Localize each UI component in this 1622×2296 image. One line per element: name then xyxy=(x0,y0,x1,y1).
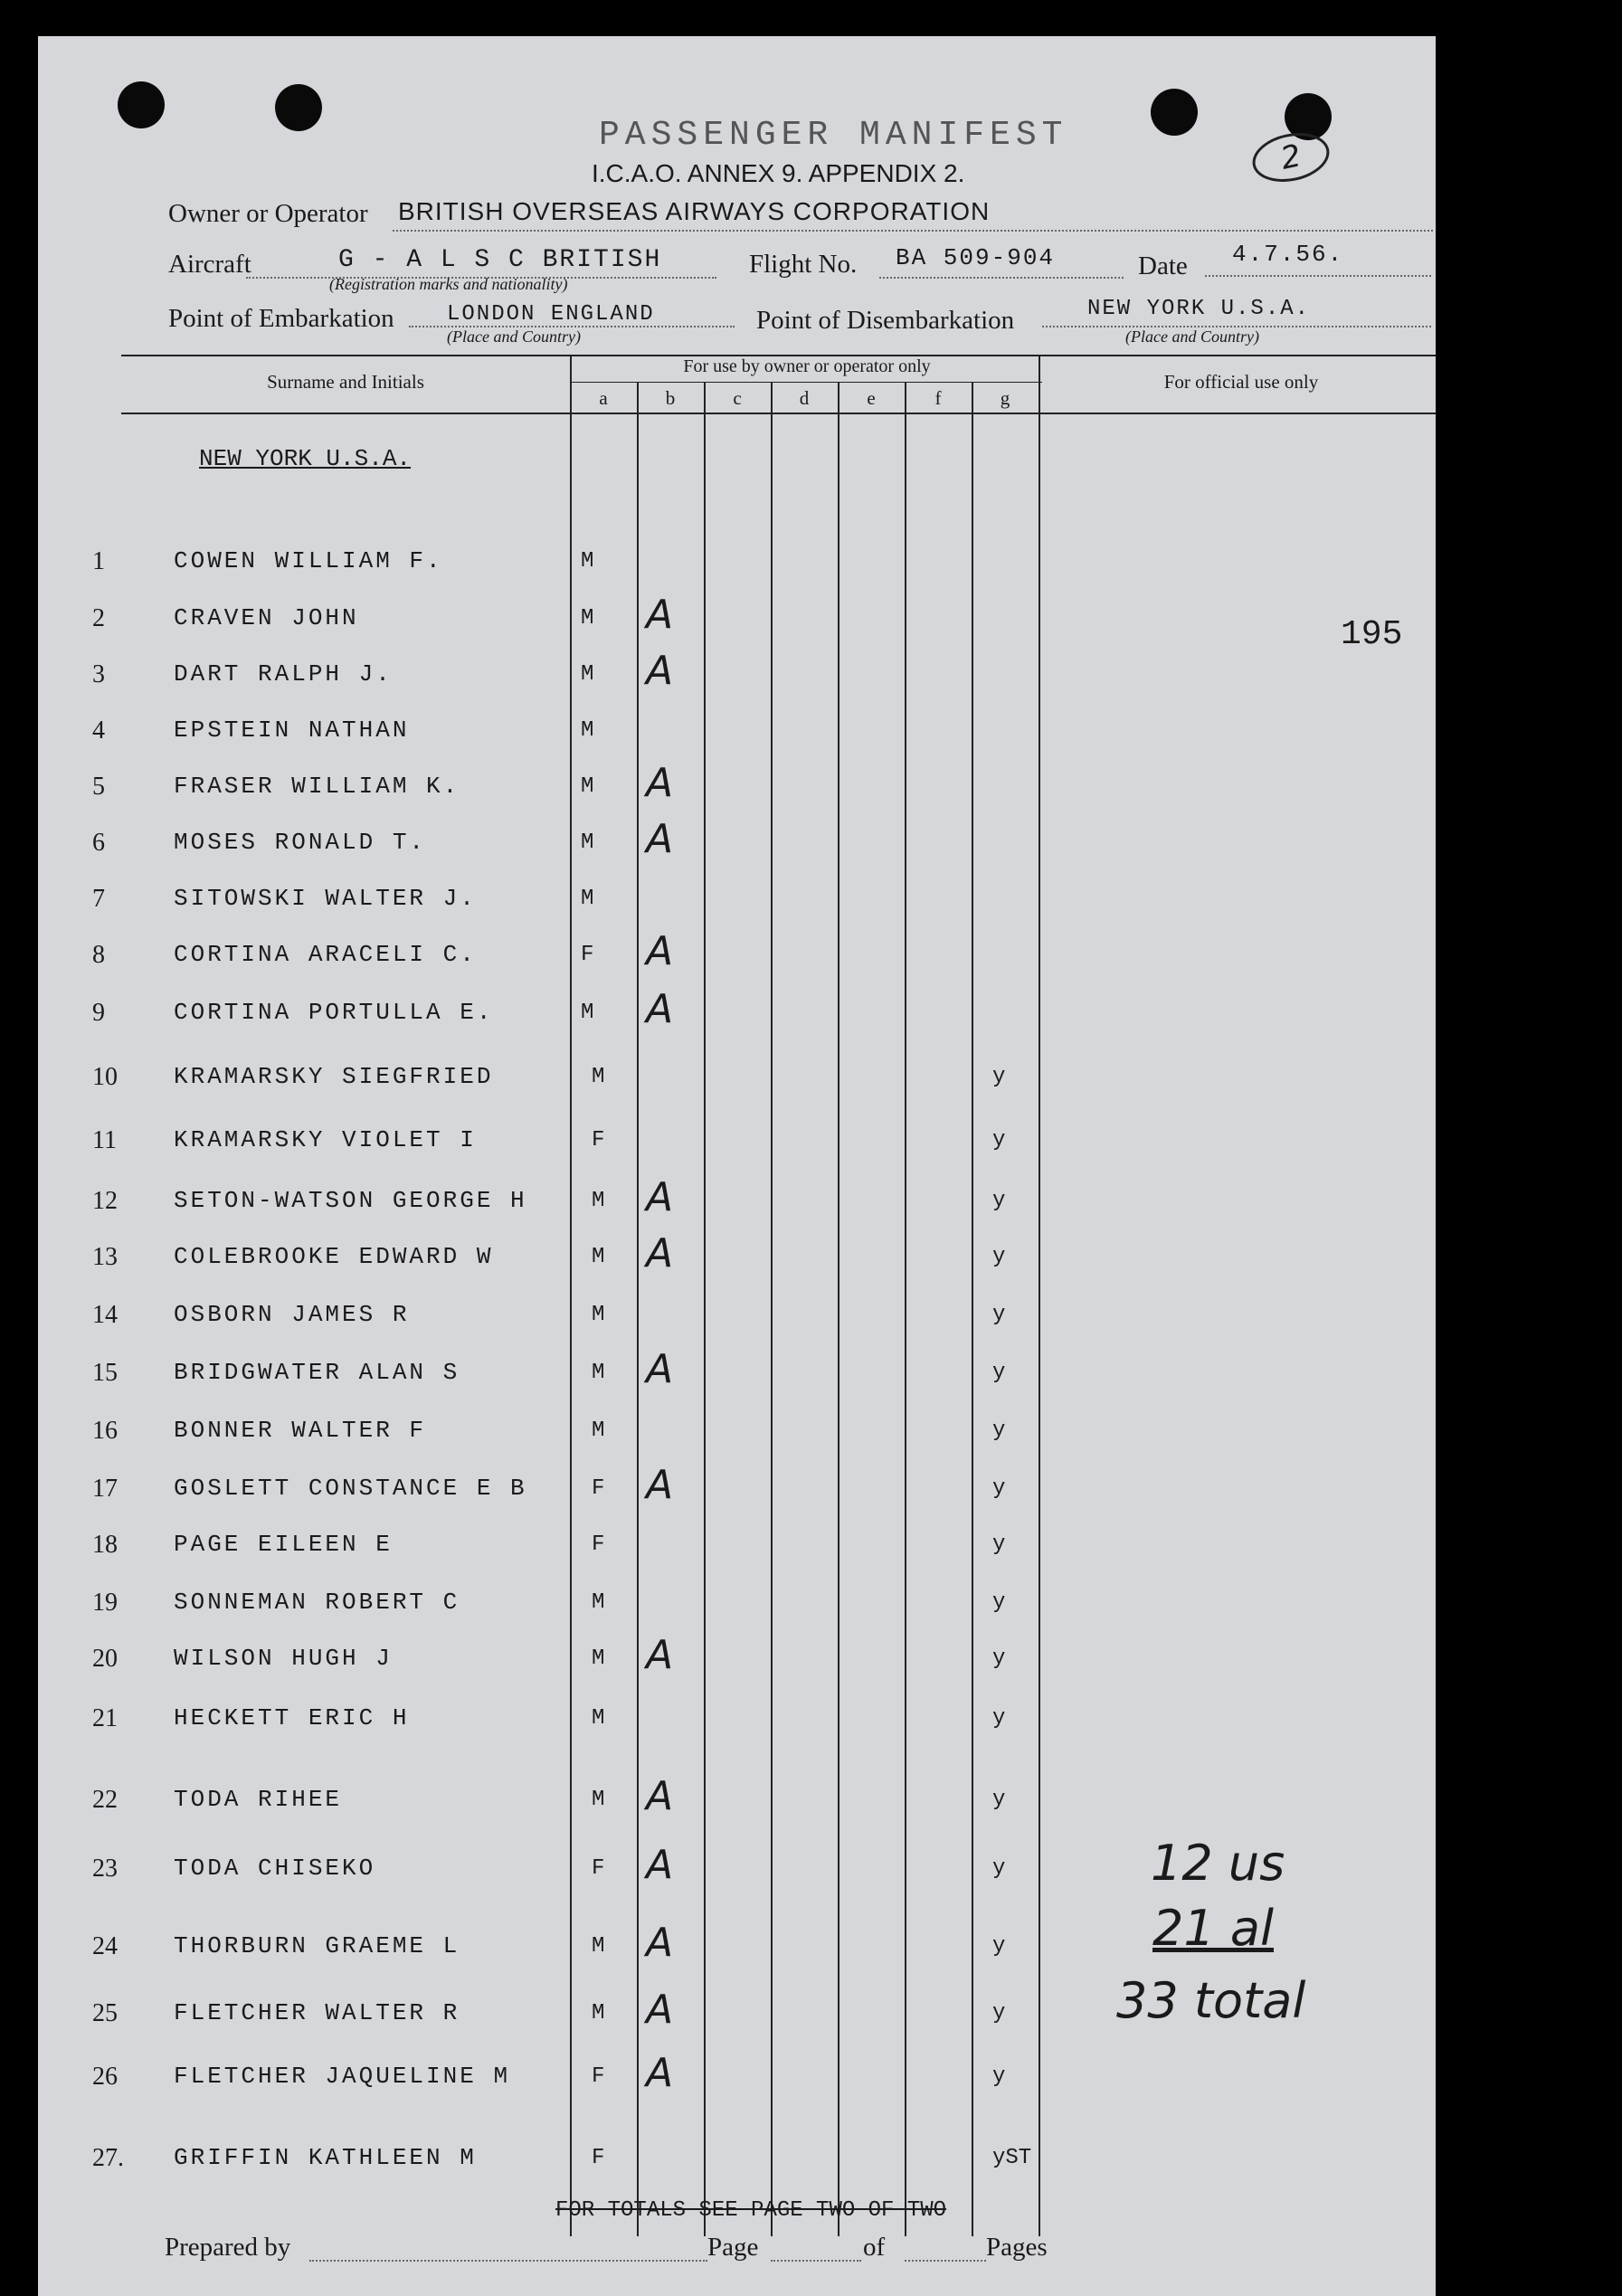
aircraft-hint: (Registration marks and nationality) xyxy=(329,275,568,293)
passenger-number: 17 xyxy=(92,1475,118,1503)
passenger-mark-a: A xyxy=(646,592,674,638)
col-a: a xyxy=(599,387,608,409)
passenger-col-g: y xyxy=(992,1361,1006,1385)
passenger-name: OSBORN JAMES R xyxy=(174,1301,410,1328)
embark-value: LONDON ENGLAND xyxy=(447,302,655,327)
passenger-col-g: y xyxy=(992,1189,1006,1213)
col-e: e xyxy=(867,387,876,409)
passenger-col-g: y xyxy=(992,1532,1006,1557)
passenger-name: FRASER WILLIAM K. xyxy=(174,773,460,800)
col-c: c xyxy=(733,387,742,409)
passenger-sex: M xyxy=(592,1245,605,1269)
passenger-number: 19 xyxy=(92,1589,118,1617)
passenger-row xyxy=(38,760,1436,827)
passenger-col-g: y xyxy=(992,1065,1006,1089)
passenger-sex: M xyxy=(581,662,594,687)
passenger-mark-a: A xyxy=(646,1174,674,1220)
passenger-col-g: y xyxy=(992,1476,1006,1501)
passenger-row xyxy=(38,547,1436,602)
page-mark: 2 xyxy=(1248,127,1334,189)
of-label: of xyxy=(863,2233,886,2262)
disembark-label: Point of Disembarkation xyxy=(756,306,1015,335)
passenger-row xyxy=(38,1174,1436,1241)
passenger-number: 12 xyxy=(92,1187,118,1215)
passenger-sex: M xyxy=(592,1934,605,1959)
passenger-sex: M xyxy=(581,887,594,911)
embark-hint: (Place and Country) xyxy=(447,327,581,346)
passenger-row xyxy=(38,986,1436,1053)
passenger-sex: M xyxy=(592,1189,605,1213)
passenger-name: FLETCHER JAQUELINE M xyxy=(174,2063,511,2090)
punch-hole xyxy=(275,84,322,131)
passenger-number: 23 xyxy=(92,1855,118,1883)
passenger-row xyxy=(38,648,1436,715)
passenger-col-g: y xyxy=(992,1788,1006,1812)
passenger-sex: F xyxy=(592,1128,605,1153)
flight-value: BA 509-904 xyxy=(896,244,1056,271)
passenger-row xyxy=(38,2050,1436,2117)
passenger-row xyxy=(38,816,1436,883)
passenger-sex: M xyxy=(592,1590,605,1615)
passenger-row xyxy=(38,1632,1436,1699)
passenger-name: SITOWSKI WALTER J. xyxy=(174,885,477,912)
passenger-number: 24 xyxy=(92,1932,118,1960)
passenger-sex: M xyxy=(581,1001,594,1025)
passenger-mark-a: A xyxy=(646,1346,674,1392)
passenger-name: PAGE EILEEN E xyxy=(174,1531,393,1558)
passenger-row xyxy=(38,1063,1436,1117)
passenger-row xyxy=(38,592,1436,659)
passenger-name: COLEBROOKE EDWARD W xyxy=(174,1243,494,1270)
tally-us: 12 us xyxy=(1151,1835,1285,1892)
passenger-name: SETON-WATSON GEORGE H xyxy=(174,1187,527,1214)
passenger-number: 14 xyxy=(92,1301,118,1329)
passenger-sex: F xyxy=(592,2064,605,2089)
passenger-number: 13 xyxy=(92,1243,118,1271)
passenger-name: HECKETT ERIC H xyxy=(174,1704,410,1731)
passenger-mark-a: A xyxy=(646,1462,674,1508)
passenger-name: COWEN WILLIAM F. xyxy=(174,547,443,574)
passenger-number: 11 xyxy=(92,1126,117,1154)
passenger-sex: M xyxy=(581,830,594,855)
passenger-name: MOSES RONALD T. xyxy=(174,829,427,856)
form-subtitle: I.C.A.O. ANNEX 9. APPENDIX 2. xyxy=(592,159,965,187)
passenger-number: 5 xyxy=(92,773,105,801)
passenger-sex: M xyxy=(592,1065,605,1089)
passenger-name: KRAMARSKY SIEGFRIED xyxy=(174,1063,494,1090)
passenger-sex: M xyxy=(592,1418,605,1443)
punch-hole xyxy=(118,81,165,128)
passenger-row xyxy=(38,1230,1436,1297)
date-label: Date xyxy=(1138,251,1188,280)
passenger-sex: M xyxy=(592,1706,605,1731)
passenger-name: GRIFFIN KATHLEEN M xyxy=(174,2144,477,2171)
passenger-number: 8 xyxy=(92,941,105,969)
passenger-row xyxy=(38,1462,1436,1529)
passenger-col-g: y xyxy=(992,1856,1006,1881)
passenger-number: 18 xyxy=(92,1531,118,1559)
aircraft-value: G - A L S C BRITISH xyxy=(338,246,662,274)
official-number: 195 xyxy=(1341,615,1403,654)
owner-label: Owner or Operator xyxy=(168,199,368,228)
passenger-col-g: y xyxy=(992,2064,1006,2089)
passenger-mark-a: A xyxy=(646,760,674,806)
passenger-name: FLETCHER WALTER R xyxy=(174,1999,460,2026)
totals-note: FOR TOTALS SEE PAGE TWO OF TWO xyxy=(555,2198,947,2223)
passenger-sex: M xyxy=(592,1788,605,1812)
passenger-row xyxy=(38,1301,1436,1355)
passenger-col-g: y xyxy=(992,1934,1006,1959)
passenger-col-g: y xyxy=(992,1128,1006,1153)
passenger-sex: F xyxy=(592,1476,605,1501)
passenger-sex: M xyxy=(592,1303,605,1327)
disembark-value: NEW YORK U.S.A. xyxy=(1087,297,1311,321)
passenger-number: 20 xyxy=(92,1645,118,1673)
passenger-col-g: y xyxy=(992,1418,1006,1443)
passenger-sex: F xyxy=(581,943,594,967)
passenger-name: WILSON HUGH J xyxy=(174,1645,393,1672)
passenger-row xyxy=(38,1126,1436,1181)
passenger-mark-a: A xyxy=(646,1842,674,1888)
tally-alien: 21 al xyxy=(1152,1900,1274,1957)
owner-value: BRITISH OVERSEAS AIRWAYS CORPORATION xyxy=(398,197,991,225)
passenger-number: 21 xyxy=(92,1704,118,1732)
disembark-hint: (Place and Country) xyxy=(1125,327,1259,346)
passenger-name: GOSLETT CONSTANCE E B xyxy=(174,1475,527,1502)
passenger-name: CORTINA PORTULLA E. xyxy=(174,999,494,1026)
passenger-number: 6 xyxy=(92,829,105,857)
passenger-sex: M xyxy=(592,2001,605,2026)
col-d: d xyxy=(799,387,810,409)
passenger-mark-a: A xyxy=(646,1230,674,1276)
prepared-label: Prepared by xyxy=(165,2233,291,2262)
passenger-name: DART RALPH J. xyxy=(174,660,393,688)
passenger-name: BRIDGWATER ALAN S xyxy=(174,1359,460,1386)
passenger-number: 1 xyxy=(92,547,105,575)
passenger-mark-a: A xyxy=(646,1987,674,2033)
passenger-mark-a: A xyxy=(646,816,674,862)
passenger-number: 22 xyxy=(92,1786,118,1814)
passenger-row xyxy=(38,1773,1436,1840)
passenger-name: BONNER WALTER F xyxy=(174,1417,427,1444)
passenger-row xyxy=(38,1417,1436,1471)
passenger-name: EPSTEIN NATHAN xyxy=(174,716,410,744)
passenger-number: 4 xyxy=(92,716,105,745)
passenger-name: SONNEMAN ROBERT C xyxy=(174,1589,460,1616)
passenger-number: 16 xyxy=(92,1417,118,1445)
passenger-name: TODA CHISEKO xyxy=(174,1855,376,1882)
passenger-name: CRAVEN JOHN xyxy=(174,604,359,631)
passenger-row xyxy=(38,885,1436,939)
passenger-row xyxy=(38,1531,1436,1585)
passenger-number: 2 xyxy=(92,604,105,632)
passenger-number: 7 xyxy=(92,885,105,913)
date-value: 4.7.56. xyxy=(1232,241,1344,268)
passenger-name: TODA RIHEE xyxy=(174,1786,343,1813)
manifest-page xyxy=(38,36,1436,2296)
col-surname-header: Surname and Initials xyxy=(267,371,424,393)
passenger-sex: F xyxy=(592,2146,605,2170)
pages-label: Pages xyxy=(986,2233,1048,2262)
passenger-mark-a: A xyxy=(646,1920,674,1966)
passenger-col-g: y xyxy=(992,1706,1006,1731)
form-title: PASSENGER MANIFEST xyxy=(599,116,1068,155)
page-label: Page xyxy=(707,2233,759,2262)
passenger-sex: F xyxy=(592,1532,605,1557)
passenger-mark-a: A xyxy=(646,986,674,1032)
col-owner-header: For use by owner or operator only xyxy=(683,356,931,376)
col-g: g xyxy=(1000,387,1010,409)
section-heading: NEW YORK U.S.A. xyxy=(199,445,412,472)
passenger-sex: F xyxy=(592,1856,605,1881)
passenger-sex: M xyxy=(581,549,594,574)
passenger-mark-a: A xyxy=(646,928,674,974)
passenger-col-g: y xyxy=(992,1303,1006,1327)
embark-label: Point of Embarkation xyxy=(168,304,394,333)
passenger-number: 27. xyxy=(92,2144,124,2172)
passenger-sex: M xyxy=(581,606,594,631)
passenger-number: 15 xyxy=(92,1359,118,1387)
passenger-mark-a: A xyxy=(646,1773,674,1819)
col-b: b xyxy=(665,387,676,409)
passenger-row xyxy=(38,928,1436,995)
passenger-sex: M xyxy=(581,774,594,799)
passenger-row xyxy=(38,716,1436,771)
tally-total: 33 total xyxy=(1116,1972,1306,2029)
passenger-row xyxy=(38,1704,1436,1759)
passenger-col-g: y xyxy=(992,1590,1006,1615)
passenger-name: KRAMARSKY VIOLET I xyxy=(174,1126,477,1153)
passenger-row xyxy=(38,1589,1436,1643)
passenger-number: 9 xyxy=(92,999,105,1027)
passenger-sex: M xyxy=(592,1646,605,1671)
passenger-col-g: y xyxy=(992,1245,1006,1269)
passenger-number: 26 xyxy=(92,2063,118,2091)
passenger-name: THORBURN GRAEME L xyxy=(174,1932,460,1959)
punch-hole xyxy=(1151,89,1198,136)
flight-label: Flight No. xyxy=(749,250,858,279)
passenger-col-g: yST xyxy=(992,2146,1032,2170)
passenger-row xyxy=(38,1346,1436,1413)
passenger-number: 10 xyxy=(92,1063,118,1091)
col-official-header: For official use only xyxy=(1163,371,1319,393)
passenger-name: CORTINA ARACELI C. xyxy=(174,941,477,968)
aircraft-label: Aircraft xyxy=(168,250,251,279)
passenger-col-g: y xyxy=(992,2001,1006,2026)
passenger-mark-a: A xyxy=(646,1632,674,1678)
passenger-sex: M xyxy=(581,718,594,743)
passenger-row xyxy=(38,2144,1436,2198)
passenger-sex: M xyxy=(592,1361,605,1385)
passenger-col-g: y xyxy=(992,1646,1006,1671)
col-f: f xyxy=(934,387,942,409)
passenger-number: 3 xyxy=(92,660,105,688)
passenger-mark-a: A xyxy=(646,648,674,694)
passenger-number: 25 xyxy=(92,1999,118,2027)
passenger-mark-a: A xyxy=(646,2050,674,2096)
